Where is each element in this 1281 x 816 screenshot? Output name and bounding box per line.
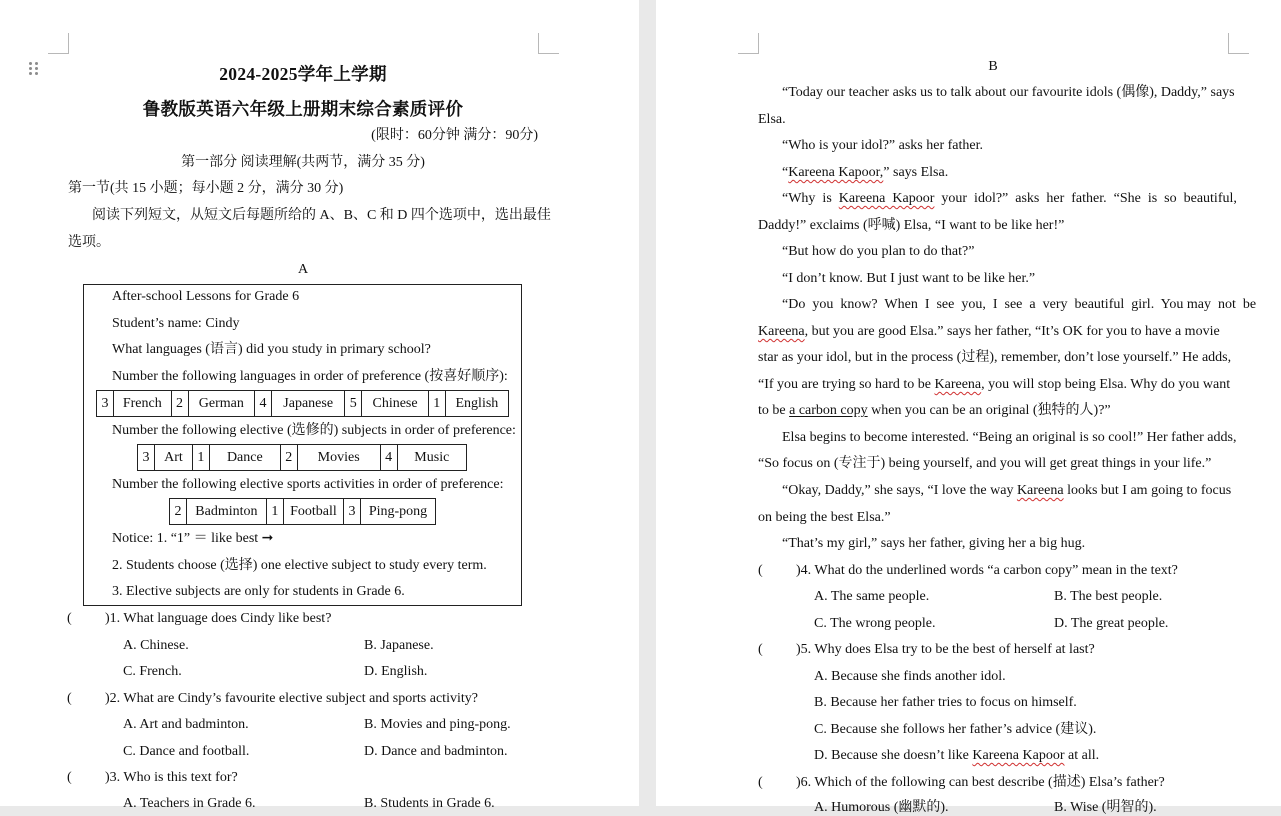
section1-heading: 第一节(共 15 小题；每小题 2 分，满分 30 分) — [68, 181, 344, 196]
q1-option-a: A. Chinese. — [123, 638, 189, 653]
name-kareena: Kareena — [1016, 483, 1064, 498]
passage-line: on being the best Elsa.” — [758, 510, 891, 525]
subject-rank: 1 — [192, 445, 209, 471]
text-span: , but you are good Elsa.” says her father, “It’s OK for you to have a movie — [804, 324, 1220, 339]
language-rank: 2 — [171, 391, 188, 417]
passage-line: “But how do you plan to do that?” — [782, 244, 975, 259]
passage-line: “Kareena Kapoor,” says Elsa. — [782, 165, 949, 180]
language-name: Chinese — [362, 391, 429, 417]
q2-option-c: C. Dance and football. — [123, 744, 250, 759]
exam-title-year: 2024-2025学年上学期 — [219, 64, 387, 84]
q4-option-c: C. The wrong people. — [814, 616, 936, 631]
passage-line — [758, 403, 1111, 419]
language-rank: 5 — [345, 391, 362, 417]
margin-corner-top-right — [1228, 33, 1249, 54]
passage-line: “I don’t know. But I just want to be like her.” — [782, 271, 1036, 286]
text-span: “Okay, Daddy,” she says, “I love the way — [782, 483, 1017, 498]
text-span: at all. — [1064, 748, 1100, 763]
language-rank: 3 — [97, 391, 114, 417]
q1-option-d: D. English. — [364, 664, 428, 679]
subjects-table — [137, 444, 467, 471]
q5-option-a: A. Because she finds another idol. — [814, 669, 1006, 684]
answer-paren[interactable]: ( — [758, 775, 763, 790]
q2-option-a: A. Art and badminton. — [123, 717, 249, 732]
form-heading: After-school Lessons for Grade 6 — [112, 289, 300, 304]
sports-prompt: Number the following elective sports activities in order of preference: — [112, 477, 504, 492]
passage-line: “That’s my girl,” says her father, giving her a big hug. — [782, 536, 1086, 551]
text-span: , you will stop being Elsa. Why do you want — [981, 377, 1231, 392]
q3-option-a: A. Teachers in Grade 6. — [123, 796, 256, 811]
sport-name: Football — [283, 499, 343, 525]
name-kareena: Kareena — [758, 324, 805, 339]
margin-corner-top-left — [738, 33, 759, 54]
answer-paren[interactable]: ( — [758, 563, 763, 578]
subject-name: Art — [155, 445, 193, 471]
language-name: English — [445, 391, 508, 417]
question-2-stem: )2. What are Cindy’s favourite elective subject and sports activity? — [105, 691, 478, 706]
answer-paren[interactable]: ( — [67, 770, 72, 785]
answer-paren[interactable]: ( — [67, 691, 72, 706]
q6-option-b: B. Wise (明智的). — [1054, 800, 1157, 815]
instruction-line1: 阅读下列短文，从短文后每题所给的 A、B、C 和 D 四个选项中，选出最佳 — [92, 208, 551, 223]
passage-line: “So focus on (专注于) being yourself, and you will get great things in your life.” — [758, 456, 1212, 471]
question-3-stem: )3. Who is this text for? — [105, 770, 238, 785]
text-span: your idol?” asks her father. “She is so beautiful, — [934, 191, 1237, 206]
name-kareena: Kareena Kapoor — [972, 748, 1065, 763]
text-span: “If you are trying so hard to be — [758, 377, 935, 392]
passage-line: “Do you know? When I see you, I see a very beautiful girl. You may not be — [782, 297, 1257, 312]
q4-option-d: D. The great people. — [1054, 616, 1169, 631]
underlined-carbon-copy: a carbon copy — [789, 403, 868, 418]
passage-line: Daddy!” exclaims (呼喊) Elsa, “I want to be like her!” — [758, 218, 1065, 233]
subjects-prompt: Number the following elective (选修的) subjects in order of preference: — [112, 423, 516, 438]
sports-table — [169, 498, 436, 525]
passage-line: star as your idol, but in the process (过程), remember, don’t lose yourself.” He adds, — [758, 350, 1232, 365]
q5-option-b: B. Because her father tries to focus on himself. — [814, 695, 1077, 710]
language-rank: 1 — [428, 391, 445, 417]
exam-title: 鲁教版英语六年级上册期末综合素质评价 — [142, 99, 464, 119]
sport-rank: 2 — [170, 499, 187, 525]
languages-prompt: Number the following languages in order of preference (按喜好顺序): — [112, 369, 508, 384]
name-kareena: Kareena Kapoor, — [788, 165, 884, 180]
q2-option-b: B. Movies and ping-pong. — [364, 717, 511, 732]
q2-option-d: D. Dance and badminton. — [364, 744, 508, 759]
notice-3: 3. Elective subjects are only for students in Grade 6. — [112, 584, 405, 599]
notice-1: Notice: 1. “1” ＝ like best ➞ — [112, 531, 274, 546]
subject-name: Music — [397, 445, 466, 471]
margin-corner-top-right — [538, 33, 559, 54]
text-span: to be — [758, 403, 790, 418]
q1-option-b: B. Japanese. — [364, 638, 434, 653]
part1-heading: 第一部分 阅读理解(共两节，满分 35 分) — [181, 155, 425, 170]
language-name: Japanese — [272, 391, 345, 417]
margin-corner-top-left — [48, 33, 69, 54]
document-page-right — [656, 0, 1281, 815]
q4-option-b: B. The best people. — [1054, 589, 1163, 604]
passage-line: Elsa begins to become interested. “Being an original is so cool!” Her father adds, — [782, 430, 1237, 445]
language-name: German — [188, 391, 255, 417]
q6-option-a: A. Humorous (幽默的). — [814, 800, 949, 815]
text-span: “Why is — [782, 191, 839, 206]
subject-name: Dance — [209, 445, 280, 471]
q4-option-a: A. The same people. — [814, 589, 930, 604]
name-kareena: Kareena Kapoor — [838, 191, 935, 206]
text-span: looks but I am going to focus — [1063, 483, 1232, 498]
document-page-left — [0, 0, 639, 811]
subject-name: Movies — [297, 445, 380, 471]
text-span: when you can be an original (独特的人)?” — [867, 403, 1111, 418]
sport-name: Ping-pong — [361, 499, 436, 525]
passage-line — [782, 483, 1231, 499]
notice-2: 2. Students choose (选择) one elective subject to study every term. — [112, 558, 487, 573]
passage-b-label: B — [988, 59, 998, 74]
passage-line — [758, 377, 1230, 393]
q5-option-d — [814, 748, 1099, 764]
languages-table — [96, 390, 509, 417]
subject-rank: 3 — [138, 445, 155, 471]
subject-rank: 4 — [380, 445, 397, 471]
q3-option-b: B. Students in Grade 6. — [364, 796, 495, 811]
answer-paren[interactable]: ( — [67, 611, 72, 626]
languages-question: What languages (语言) did you study in primary school? — [112, 342, 431, 357]
language-name: French — [114, 391, 172, 417]
passage-line: “Who is your idol?” asks her father. — [782, 138, 983, 153]
subject-rank: 2 — [280, 445, 297, 471]
time-info: (限时：60分钟 满分：90分) — [371, 128, 538, 143]
text-span: ” says Elsa. — [883, 165, 949, 180]
q5-option-c: C. Because she follows her father’s advice (建议). — [814, 722, 1097, 737]
passage-line — [782, 191, 1237, 207]
drag-handle-icon[interactable] — [29, 62, 39, 76]
name-kareena: Kareena — [934, 377, 982, 392]
sport-rank: 3 — [344, 499, 361, 525]
question-4-stem: )4. What do the underlined words “a carbon copy” mean in the text? — [796, 563, 1178, 578]
passage-line — [758, 324, 1220, 340]
passage-a-label: A — [297, 262, 309, 277]
text-span: D. Because she doesn’t like — [814, 748, 973, 763]
question-5-stem: )5. Why does Elsa try to be the best of herself at last? — [796, 642, 1095, 657]
sport-rank: 1 — [266, 499, 283, 525]
question-1-stem: )1. What language does Cindy like best? — [105, 611, 332, 626]
q1-option-c: C. French. — [123, 664, 182, 679]
question-6-stem: )6. Which of the following can best describe (描述) Elsa’s father? — [796, 775, 1165, 790]
passage-line: Elsa. — [758, 112, 786, 127]
instruction-line2: 选项。 — [68, 235, 110, 250]
student-name: Student’s name: Cindy — [112, 316, 240, 331]
answer-paren[interactable]: ( — [758, 642, 763, 657]
passage-line: “Today our teacher asks us to talk about our favourite idols (偶像), Daddy,” says — [782, 85, 1235, 100]
language-rank: 4 — [255, 391, 272, 417]
sport-name: Badminton — [187, 499, 267, 525]
